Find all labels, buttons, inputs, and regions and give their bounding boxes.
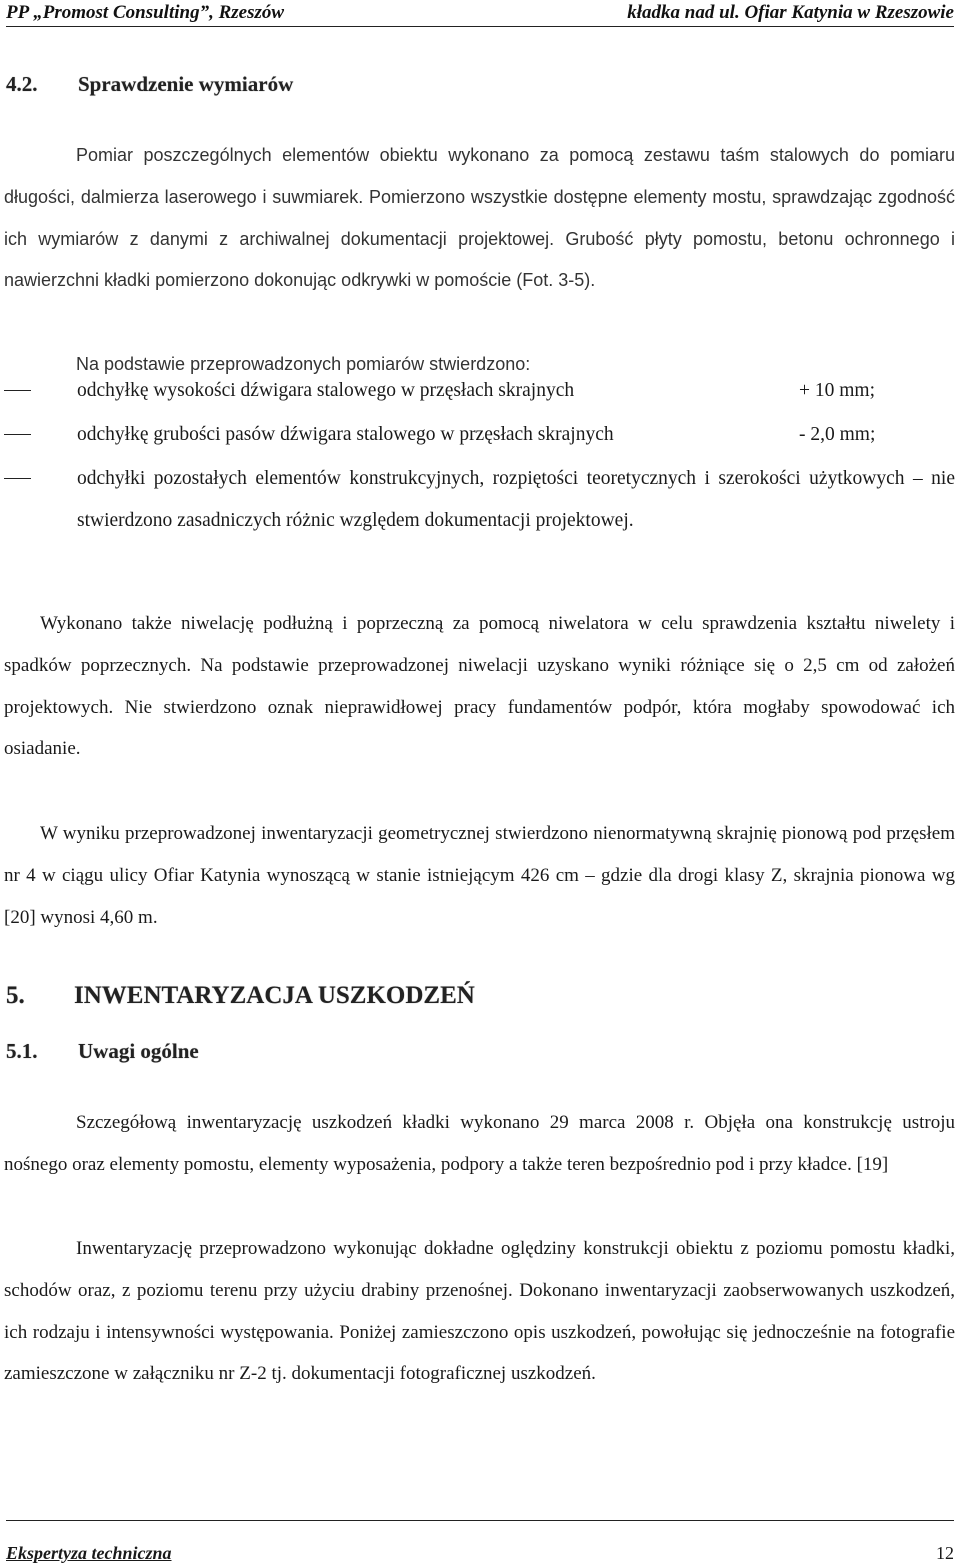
section-5-1-title: Uwagi ogólne	[78, 1039, 199, 1063]
section-4-2-intro: Na podstawie przeprowadzonych pomiarów stwierdzono:	[76, 354, 531, 374]
bullet-item: odchyłkę grubości pasów dźwigara stalowego w przęsłach skrajnych - 2,0 mm;	[4, 414, 955, 456]
footer-document-title: Ekspertyza techniczna	[6, 1543, 172, 1563]
section-5-1-paragraph-2: Inwentaryzację przeprowadzono wykonując dokładne oględziny konstrukcji obiektu z poziomu pomostu kładki, schodów oraz, z poziomu terenu przy użyciu drabiny przenośnej. Dokonano inwentaryzacji zaobserwowanych uszkodzeń, ich rodzaju i intensywności występowania. Poniżej zamieszczono opis uszkodzeń, powołując się jednocześnie na fotografie zamieszczone w załączniku nr Z-2 tj. dokumentacji fotograficznej uszkodzeń.	[4, 1238, 955, 1385]
page-header	[6, 0, 954, 27]
section-4-2-heading	[6, 72, 406, 100]
header-project: kładka nad ul. Ofiar Katynia w Rzeszowie	[627, 2, 954, 23]
section-5-title: INWENTARYZACJA USZKODZEŃ	[74, 982, 475, 1009]
section-5-1-heading	[6, 1039, 406, 1067]
bullet-value: - 2,0 mm;	[799, 424, 876, 445]
dash-icon	[4, 434, 31, 435]
section-4-2-number: 4.2.	[6, 72, 38, 96]
bullet-value: + 10 mm;	[799, 380, 876, 401]
section-5-1-number: 5.1.	[6, 1039, 38, 1063]
section-4-2-paragraph-3: W wyniku przeprowadzonej inwentaryzacji geometrycznej stwierdzono nienormatywną skrajnię pionową pod przęsłem nr 4 w ciągu ulicy Ofiar Katynia wynoszącą w stanie istniejącym 426 cm – gdzie dla drogi klasy Z, skrajnia pionowa wg [20] wynosi 4,60 m.	[4, 823, 955, 928]
section-4-2-paragraph-1: Pomiar poszczególnych elementów obiektu wykonano za pomocą zestawu taśm stalowych do pomiaru długości, dalmierza laserowego i suwmiarek. Pomierzono wszystkie dostępne elementy mostu, sprawdzając zgodność ich wymiarów z danymi z archiwalnej dokumentacji projektowej. Grubość płyty pomostu, betonu ochronnego i nawierzchni kładki pomierzono dokonując odkrywki w pomoście (Fot. 3-5).	[4, 145, 955, 291]
dash-icon	[4, 478, 31, 479]
section-5-number: 5.	[6, 982, 25, 1009]
page-number: 12	[936, 1543, 954, 1563]
section-5-heading	[6, 982, 606, 1014]
page-footer	[6, 1520, 954, 1561]
section-5-1-paragraph-1: Szczegółową inwentaryzację uszkodzeń kładki wykonano 29 marca 2008 r. Objęła ona konstrukcję ustroju nośnego oraz elementy pomostu, elementy wyposażenia, podpory a także teren bezpośrednio pod i przy kładce. [19]	[4, 1112, 955, 1175]
bullet-item: odchyłkę wysokości dźwigara stalowego w przęsłach skrajnych + 10 mm;	[4, 370, 955, 412]
section-4-2-title: Sprawdzenie wymiarów	[78, 72, 294, 96]
dash-icon	[4, 390, 31, 391]
section-4-2-paragraph-2: Wykonano także niwelację podłużną i poprzeczną za pomocą niwelatora w celu sprawdzenia kształtu niwelety i spadków poprzecznych. Na podstawie przeprowadzonej niwelacji uzyskano wyniki różniące się o 2,5 cm od założeń projektowych. Nie stwierdzono oznak nieprawidłowej pracy fundamentów podpór, która mogłaby spowodować ich osiadanie.	[4, 613, 955, 760]
bullet-item: odchyłki pozostałych elementów konstrukcyjnych, rozpiętości teoretycznych i szerokości użytkowych – nie stwierdzono zasadniczych różnic względem dokumentacji projektowej.	[4, 458, 955, 542]
header-company: PP „Promost Consulting”, Rzeszów	[6, 2, 285, 23]
